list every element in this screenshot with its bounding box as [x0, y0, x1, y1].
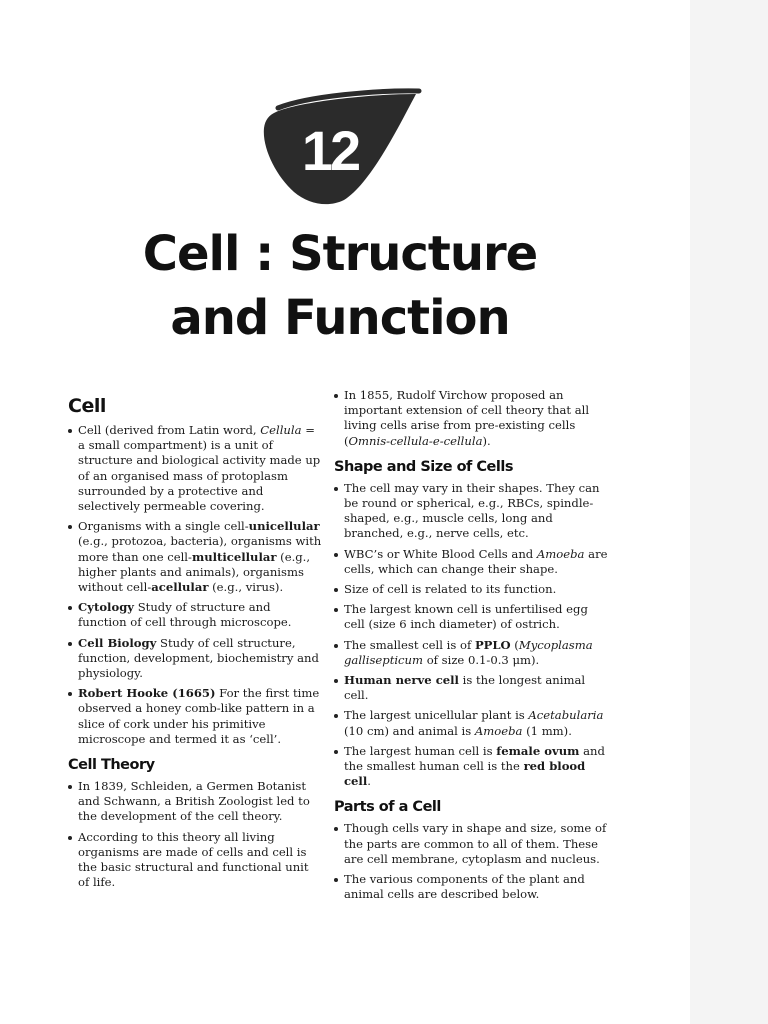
- cell-theory-continued-list: [332, 388, 608, 449]
- shape-size-list: [332, 481, 608, 790]
- section-heading-cell: Cell: [68, 395, 106, 417]
- chapter-badge: [258, 88, 422, 206]
- section-heading-parts-of-cell: Parts of a Cell: [334, 799, 441, 816]
- cell-bullet-list: [66, 423, 322, 747]
- list-item: In 1855, Rudolf Virchow proposed an important extension of cell theory that all living cells arise from pre-existing cells (Omnis-cellula-e-cellula).: [332, 388, 608, 449]
- section-heading-cell-theory: Cell Theory: [68, 757, 155, 774]
- chapter-title: [100, 222, 580, 350]
- list-item: Though cells vary in shape and size, some of the parts are common to all of them. These are cell membrane, cytoplasm and nucleus.: [332, 821, 608, 867]
- cell-theory-list: [66, 779, 322, 890]
- list-item: The largest unicellular plant is Acetabularia (10 cm) and animal is Amoeba (1 mm).: [332, 708, 608, 738]
- list-item: Cell (derived from Latin word, Cellula = a small compartment) is a unit of structure and biological activity made up of an organised mass of protoplasm surrounded by a protective and selectively permeable covering.: [66, 423, 322, 514]
- list-item: The largest human cell is female ovum and the smallest human cell is the red blood cell.: [332, 744, 608, 790]
- parts-of-cell-list: [332, 821, 608, 902]
- chapter-number: 12: [301, 119, 359, 182]
- right-column: [332, 388, 608, 907]
- list-item: Cytology Study of structure and function of cell through microscope.: [66, 600, 322, 630]
- chapter-title-line1: Cell : Structure: [142, 226, 538, 282]
- list-item: WBC’s or White Blood Cells and Amoeba are cells, which can change their shape.: [332, 547, 608, 577]
- section-heading-shape-size: Shape and Size of Cells: [334, 458, 513, 475]
- list-item: The largest known cell is unfertilised egg cell (size 6 inch diameter) of ostrich.: [332, 602, 608, 632]
- list-item: Organisms with a single cell-unicellular (e.g., protozoa, bacteria), organisms with more than one cell-multicellular (e.g., higher plants and animals), organisms without cell-acellular (e.g., virus).: [66, 519, 322, 595]
- list-item: The smallest cell is of PPLO (Mycoplasma gallisepticum of size 0.1-0.3 μm).: [332, 638, 608, 668]
- list-item: Robert Hooke (1665) For the first time observed a honey comb-like pattern in a slice of cork under his primitive microscope and termed it as ‘cell’.: [66, 686, 322, 747]
- chapter-badge-shape: [258, 88, 422, 206]
- left-column: [66, 390, 322, 895]
- list-item: The cell may vary in their shapes. They can be round or spherical, e.g., RBCs, spindle-shaped, e.g., muscle cells, long and branched, e.g., nerve cells, etc.: [332, 481, 608, 542]
- list-item: The various components of the plant and animal cells are described below.: [332, 872, 608, 902]
- list-item: In 1839, Schleiden, a Germen Botanist and Schwann, a British Zoologist led to the development of the cell theory.: [66, 779, 322, 825]
- list-item: Cell Biology Study of cell structure, function, development, biochemistry and physiology.: [66, 636, 322, 682]
- list-item: Human nerve cell is the longest animal cell.: [332, 673, 608, 703]
- chapter-title-line2: and Function: [170, 290, 510, 346]
- list-item: Size of cell is related to its function.: [332, 582, 608, 597]
- list-item: According to this theory all living organisms are made of cells and cell is the basic structural and functional unit of life.: [66, 830, 322, 891]
